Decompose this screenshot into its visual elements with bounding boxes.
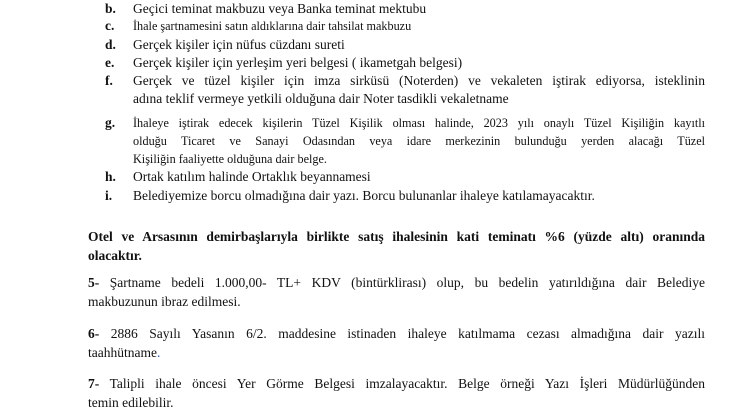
list-text: Gerçek kişiler için nüfus cüzdanı sureti (133, 37, 345, 52)
list-text: Kişiliğin faaliyette olduğuna dair belge. (133, 152, 327, 166)
list-label: b. (105, 1, 116, 16)
guarantee-note (88, 227, 705, 265)
numbered-item-6 (88, 324, 705, 362)
item-number: 6- (88, 326, 100, 341)
list-item-h (105, 168, 705, 186)
item-text: Talipli ihale öncesi Yer Görme Belgesi imzalayacaktır. Belge örneği Yazı İşleri Müdürlüğünden (99, 376, 705, 391)
numbered-item-line2: temin edilebilir. (88, 395, 174, 410)
list-item-i (105, 187, 705, 205)
list-text: Geçici teminat makbuzu veya Banka teminat mektubu (133, 1, 427, 16)
list-item-e (105, 54, 705, 72)
list-text: İhale şartnamesini satın aldıklarına dair tahsilat makbuzu (133, 19, 412, 33)
list-text: Ortak katılım halinde Ortaklık beyannamesi (133, 169, 371, 184)
numbered-item-5 (88, 273, 705, 311)
item-number: 5- (88, 275, 100, 290)
numbered-item-line1 (88, 374, 705, 393)
list-item-b (105, 0, 705, 18)
item-number: 7- (88, 376, 100, 391)
list-label: c. (105, 18, 115, 33)
numbered-item-line1 (88, 273, 705, 292)
list-label: e. (105, 55, 115, 70)
list-label: h. (105, 169, 116, 184)
guarantee-note-line1: Otel ve Arsasının demirbaşlarıyla birlikte satış ihalesinin kati teminatı %6 (yüzde altı) oranında (88, 229, 705, 244)
numbered-item-line2: makbuzunun ibraz edilmesi. (88, 294, 241, 309)
list-item-d (105, 36, 705, 54)
list-text: adına teklif vermeye yetkili olduğuna dair Noter tasdikli vekaletname (133, 91, 509, 106)
guarantee-note-line2: olacaktır. (88, 248, 142, 263)
numbered-item-7 (88, 374, 705, 412)
item-text: 2886 Sayılı Yasanın 6/2. maddesine istinaden ihaleye katılmama cezası almadığına dair yazılı (99, 326, 705, 341)
list-label: f. (105, 73, 113, 88)
numbered-item-line2 (88, 343, 705, 362)
numbered-item-line1 (88, 324, 705, 343)
list-label: i. (105, 188, 113, 203)
list-text: Belediyemize borcu olmadığına dair yazı. Borcu bulunanlar ihaleye katılamayacaktır. (133, 188, 595, 203)
item-text: Şartname bedeli 1.000,00- TL+ KDV (bintürklirası) olup, bu bedelin yatırıldığına dair Belediye (99, 275, 705, 290)
list-text: olduğu Ticaret ve Sanayi Odasından veya idare merkezinin bulunduğu yerden alacağı Tüzel (133, 134, 705, 148)
item-text-tail: . (156, 345, 161, 360)
list-item-f (105, 72, 705, 108)
list-text: Gerçek kişiler için yerleşim yeri belgesi ( ikametgah belgesi) (133, 55, 463, 70)
list-text: Gerçek ve tüzel kişiler için imza sirküsü (Noterden) ve vekaleten iştirak ediyorsa, isteklinin (133, 73, 705, 88)
item-text: taahhütname (88, 345, 157, 360)
list-label: g. (105, 115, 116, 130)
list-label: d. (105, 37, 116, 52)
list-item-g (105, 114, 705, 168)
list-item-c (105, 17, 705, 35)
list-text: İhaleye iştirak edecek kişilerin Tüzel Kişilik olması halinde, 2023 yılı onaylı Tüzel Kişiliğin kayıtlı (133, 116, 705, 130)
